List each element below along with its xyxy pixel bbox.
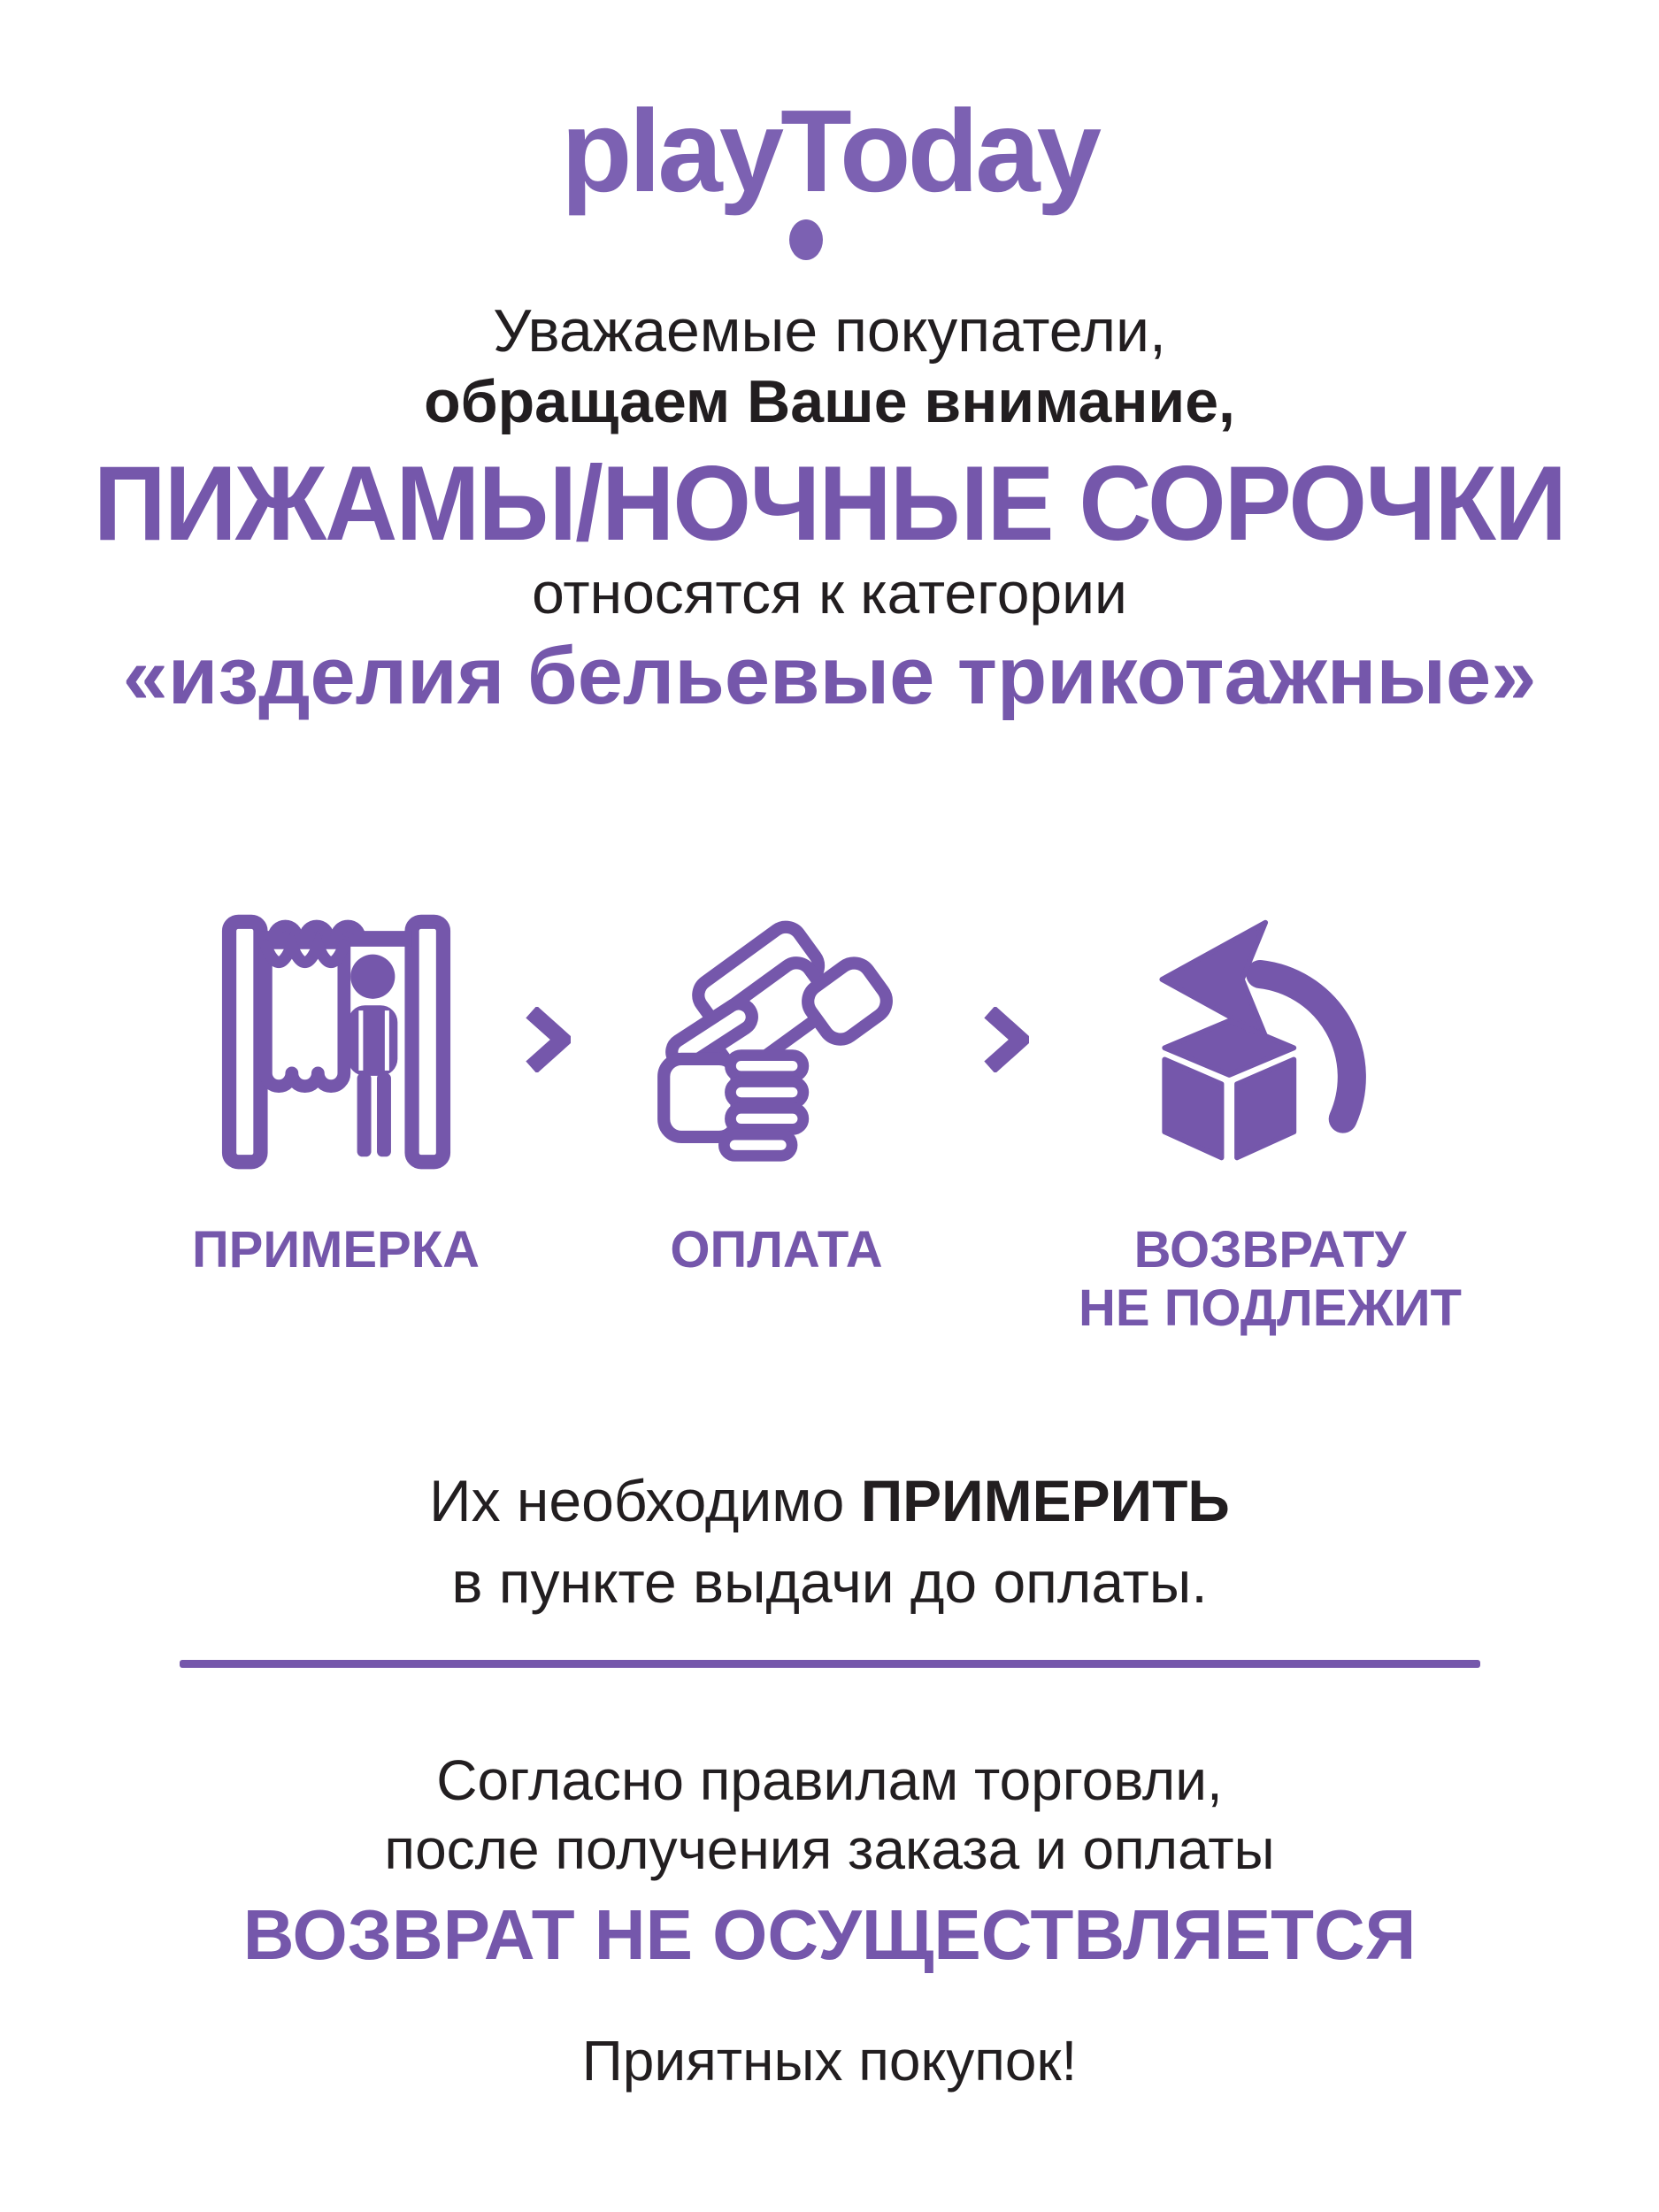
category-name: «изделия бельевые трикотажные» [122,631,1537,721]
divider-line [180,1660,1480,1668]
steps-row [168,908,1492,1338]
fitting-note-line1-bold: ПРИМЕРИТЬ [860,1468,1230,1533]
intro-line1: Уважаемые покупатели, [493,297,1166,365]
step-payment [591,908,963,1279]
fitting-note [429,1460,1230,1623]
brand-logo-dot-icon [789,219,823,260]
policy-block [243,1746,1417,1976]
payment-hand-cards-icon [651,908,902,1175]
return-box-icon [1141,908,1400,1175]
step-no-return [1049,908,1492,1338]
step-no-return-label-line2: НЕ ПОДЛЕЖИТ [1079,1279,1462,1337]
step-no-return-label [1079,1221,1462,1338]
fitting-note-line1 [429,1460,1230,1541]
fitting-note-line2: в пункте выдачи до оплаты. [451,1549,1208,1615]
category-subtitle: относятся к категории [532,560,1127,626]
step-no-return-label-line1: ВОЗВРАТУ [1133,1221,1407,1279]
brand-logo-text: playToday [560,86,1099,216]
brand-logo [561,85,1098,273]
chevron-right-icon [975,1007,1037,1072]
intro-block [424,296,1235,437]
step-fitting-label: ПРИМЕРКА [191,1221,480,1279]
farewell-text: Приятных покупок! [581,2029,1078,2093]
intro-line2: обращаем Ваше внимание, [424,368,1235,435]
chevron-right-icon [517,1007,579,1072]
policy-line1: Согласно правилам торговли, [436,1748,1223,1812]
fitting-room-icon [219,908,454,1175]
fitting-note-line1-regular: Их необходимо [429,1468,845,1533]
policy-highlight: ВОЗВРАТ НЕ ОСУЩЕСТВЛЯЕТСЯ [242,1895,1417,1974]
step-payment-label: ОПЛАТА [670,1221,883,1279]
category-title: ПИЖАМЫ/НОЧНЫЕ СОРОЧКИ [93,444,1566,563]
policy-line2: после получения заказа и оплаты [384,1817,1275,1881]
step-fitting [168,908,504,1279]
